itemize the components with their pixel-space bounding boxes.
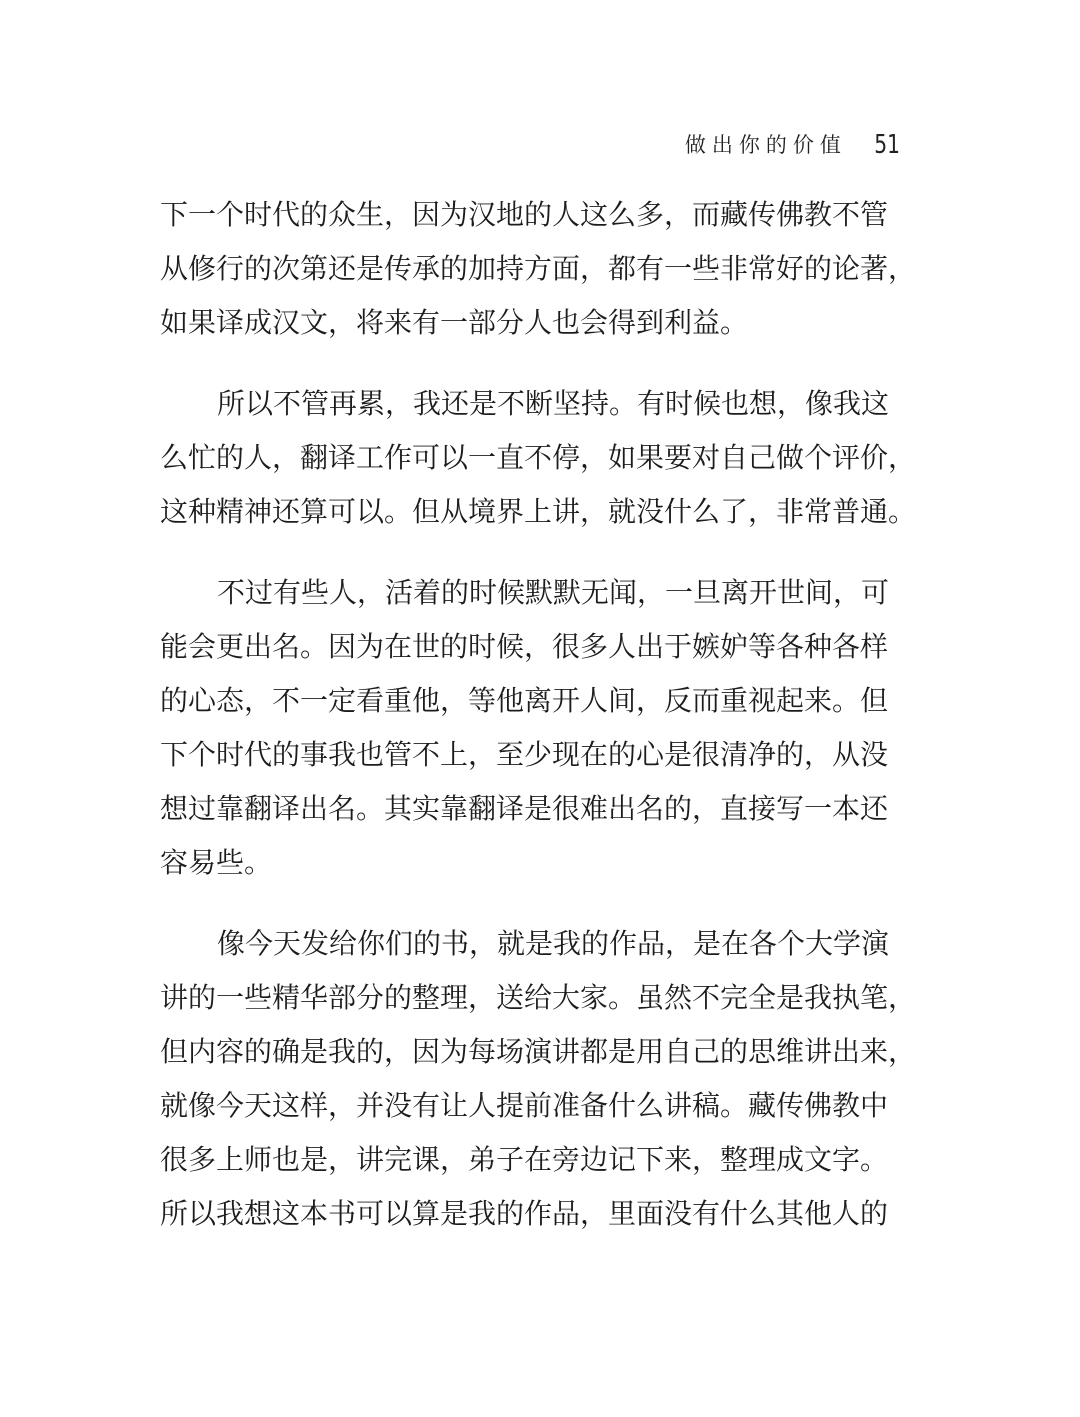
paragraph-gap bbox=[160, 350, 920, 377]
text-line: 所以不管再累，我还是不断坚持。有时候也想，像我这 bbox=[217, 387, 890, 420]
text-line: 就像今天这样，并没有让人提前准备什么讲稿。藏传佛教中 bbox=[160, 1089, 889, 1122]
text-line: 能会更出名。因为在世的时候，很多人出于嫉妒等各种各样 bbox=[160, 630, 889, 663]
body-text bbox=[160, 188, 920, 1241]
text-line: 想过靠翻译出名。其实靠翻译是很难出名的，直接写一本还 bbox=[160, 792, 889, 825]
text-line: 的心态，不一定看重他，等他离开人间，反而重视起来。但 bbox=[160, 684, 889, 717]
page-number: 51 bbox=[874, 130, 900, 160]
paragraph-3 bbox=[160, 566, 920, 890]
text-line: 从修行的次第还是传承的加持方面，都有一些非常好的论著， bbox=[160, 252, 917, 285]
paragraph-4 bbox=[160, 917, 920, 1241]
running-title: 做出你的价值 bbox=[684, 133, 847, 157]
text-line: 如果译成汉文，将来有一部分人也会得到利益。 bbox=[160, 306, 749, 339]
paragraph-gap bbox=[160, 539, 920, 566]
text-line: 像今天发给你们的书，就是我的作品，是在各个大学演 bbox=[217, 927, 890, 960]
text-line: 么忙的人，翻译工作可以一直不停，如果要对自己做个评价， bbox=[160, 441, 917, 474]
text-line: 所以我想这本书可以算是我的作品，里面没有什么其他人的 bbox=[160, 1197, 889, 1230]
text-line: 容易些。 bbox=[160, 846, 273, 879]
text-line: 讲的一些精华部分的整理，送给大家。虽然不完全是我执笔， bbox=[160, 981, 917, 1014]
text-line: 下个时代的事我也管不上，至少现在的心是很清净的，从没 bbox=[160, 738, 889, 771]
text-line: 很多上师也是，讲完课，弟子在旁边记下来，整理成文字。 bbox=[160, 1143, 889, 1176]
text-line: 这种精神还算可以。但从境界上讲，就没什么了，非常普通。 bbox=[160, 495, 917, 528]
text-line: 下一个时代的众生，因为汉地的人这么多，而藏传佛教不管 bbox=[160, 198, 889, 231]
text-line: 不过有些人，活着的时候默默无闻，一旦离开世间，可 bbox=[217, 576, 890, 609]
paragraph-gap bbox=[160, 890, 920, 917]
paragraph-1 bbox=[160, 188, 920, 350]
paragraph-2 bbox=[160, 377, 920, 539]
running-head bbox=[600, 120, 900, 160]
text-line: 但内容的确是我的，因为每场演讲都是用自己的思维讲出来， bbox=[160, 1035, 917, 1068]
